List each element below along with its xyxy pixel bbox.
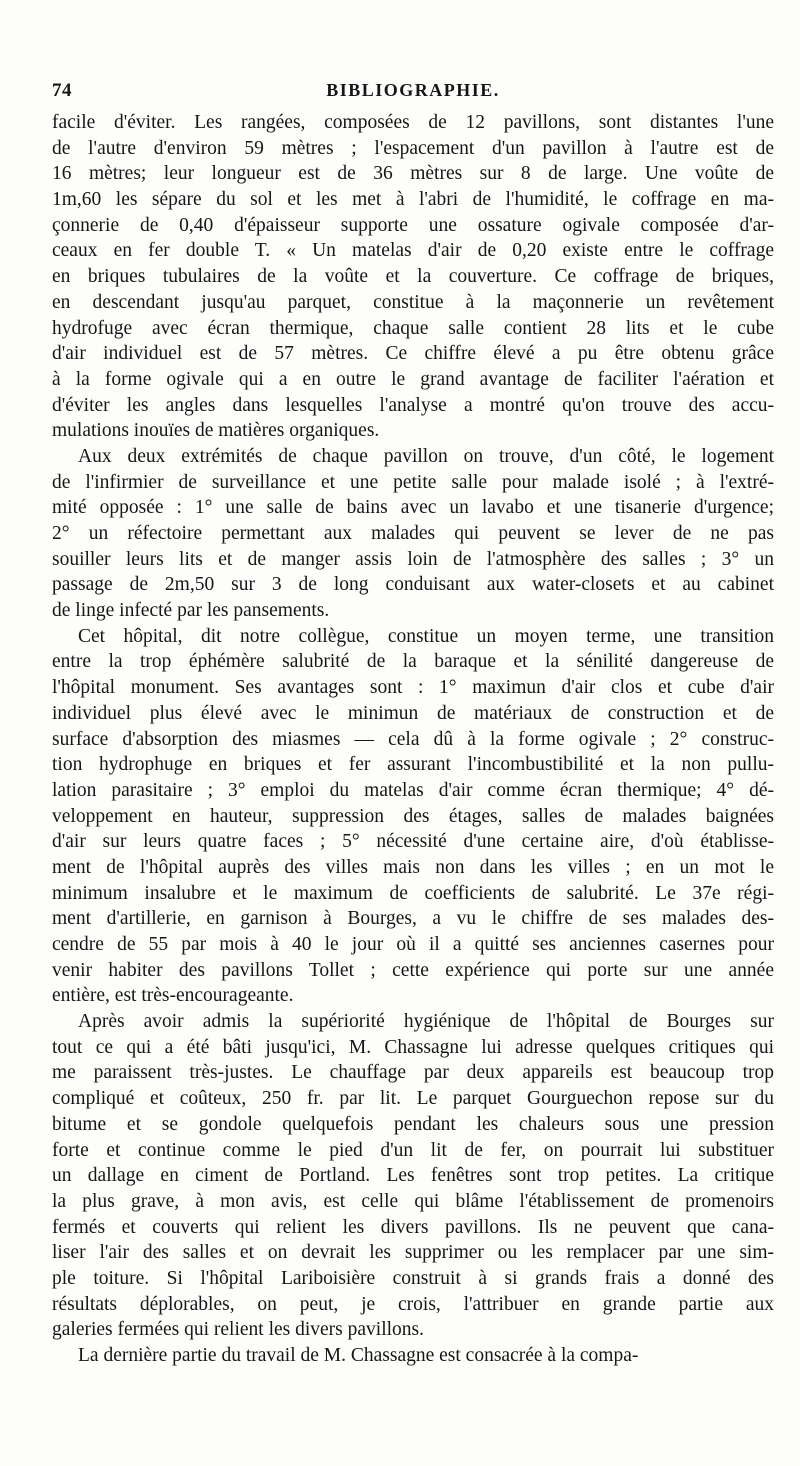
text-line: La dernière partie du travail de M. Chassagne est consacrée à la compa- [78,1345,639,1366]
text-line: Après avoir admis la supériorité hygiénique de l'hôpital de Bourges sur [78,1011,774,1033]
text-line: fermés et couverts qui relient les divers pavillons. Ils ne peuvent que cana- [52,1216,774,1238]
text-line: mité opposée : 1° une salle de bains avec un lavabo et une tisanerie d'urgence; [52,497,774,519]
text-line: cendre de 55 par mois à 40 le jour où il a quitté ses anciennes casernes pour [52,934,774,955]
text-line: à la forme ogivale qui a en outre le grand avantage de faciliter l'aération et [52,368,774,390]
text-line: passage de 2m,50 sur 3 de long conduisant aux water-closets et au cabinet [52,574,774,596]
text-line: hydrofuge avec écran thermique, chaque salle contient 28 lits et le cube [52,317,774,339]
text-line: minimum insalubre et le maximum de coefficients de salubrité. Le 37e régi- [52,882,774,904]
text-line: ceaux en fer double T. « Un matelas d'air de 0,20 existe entre le coffrage [52,240,774,262]
text-line: souiller leurs lits et de manger assis loin de l'atmosphère des salles ; 3° un [52,548,774,570]
text-line: mulations inouïes de matières organiques. [52,420,380,442]
text-line: 1m,60 les sépare du sol et les met à l'abri de l'humidité, le coffrage en ma- [52,189,774,211]
text-line: Aux deux extrémités de chaque pavillon on trouve, d'un côté, le logement [78,445,774,467]
text-line: de l'autre d'environ 59 mètres ; l'espacement d'un pavillon à l'autre est de [52,137,774,159]
text-line: bitume et se gondole quelquefois pendant les chaleurs sous une pression [52,1113,774,1135]
text-line: d'éviter les angles dans lesquelles l'analyse a montré qu'on trouve des accu- [52,394,774,416]
text-line: me paraissent très-justes. Le chauffage par deux appareils est beaucoup trop [52,1062,774,1084]
text-line: Cet hôpital, dit notre collègue, constitue un moyen terme, une transition [78,625,774,647]
text-line: tout ce qui a été bâti jusqu'ici, M. Chassagne lui adresse quelques critiques qui [52,1036,774,1058]
body-text [52,110,774,1369]
text-line: de linge infecté par les pansements. [52,600,330,622]
text-line: galeries fermées qui relient les divers pavillons. [52,1319,425,1341]
text-line: çonnerie de 0,40 d'épaisseur supporte une ossature ogivale composée d'ar- [52,214,774,236]
paragraph [52,1009,774,1343]
text-line: veloppement en hauteur, suppression des étages, salles de malades baignées [52,805,774,827]
running-head [52,80,774,106]
text-line: entière, est très-encourageante. [52,985,294,1007]
text-line: ment de l'hôpital auprès des villes mais non dans les villes ; en un mot le [52,856,774,878]
text-line: résultats déplorables, on peut, je crois, l'attribuer en grande partie aux [52,1293,774,1315]
text-line: ment d'artillerie, en garnison à Bourges, a vu le chiffre de ses malades des- [52,908,774,930]
text-line: l'hôpital monument. Ses avantages sont : 1° maximun d'air clos et cube d'air [52,677,774,699]
text-line: la plus grave, à mon avis, est celle qui blâme l'établissement de promenoirs [52,1190,774,1212]
page-number: 74 [52,80,72,101]
running-title: BIBLIOGRAPHIE. [326,80,500,100]
text-line: compliqué et coûteux, 250 fr. par lit. Le parquet Gourguechon repose sur du [52,1088,774,1110]
text-line: de l'infirmier de surveillance et une petite salle pour malade isolé ; à l'extré- [52,471,774,493]
text-line: facile d'éviter. Les rangées, composées de 12 pavillons, sont distantes l'une [52,112,774,133]
text-line: 2° un réfectoire permettant aux malades qui peuvent se lever de ne pas [52,523,774,544]
text-line: en briques tubulaires de la voûte et la couverture. Ce coffrage de briques, [52,266,774,288]
text-line: un dallage en ciment de Portland. Les fenêtres sont trop petites. La critique [52,1165,774,1187]
text-line: liser l'air des salles et on devrait les supprimer ou les remplacer par une sim- [52,1242,774,1264]
text-line: venir habiter des pavillons Tollet ; cette expérience qui porte sur une année [52,959,774,981]
text-line: entre la trop éphémère salubrité de la baraque et la sénilité dangereuse de [52,651,774,673]
text-line: individuel plus élevé avec le minimun de matériaux de construction et de [52,702,774,724]
text-line: d'air sur leurs quatre faces ; 5° nécessité d'une certaine aire, d'où établisse- [52,831,774,853]
text-line: tion hydrophuge en briques et fer assurant l'incombustibilité et la non pullu- [52,754,774,776]
paragraph [52,1343,774,1369]
text-line: forte et continue comme le pied d'un lit de fer, on pourrait lui substituer [52,1139,774,1161]
text-line: lation parasitaire ; 3° emploi du matelas d'air comme écran thermique; 4° dé- [52,779,774,801]
text-line: ple toiture. Si l'hôpital Lariboisière construit à si grands frais a donné des [52,1267,774,1289]
text-line: d'air individuel est de 57 mètres. Ce chiffre élevé a pu être obtenu grâce [52,343,774,365]
paragraph [52,110,774,444]
text-line: en descendant jusqu'au parquet, constitue à la maçonnerie un revêtement [52,291,774,313]
text-line: 16 mètres; leur longueur est de 36 mètres sur 8 de large. Une voûte de [52,163,774,185]
paragraph [52,624,774,1009]
text-line: surface d'absorption des miasmes — cela dû à la forme ogivale ; 2° construc- [52,728,774,750]
paragraph [52,444,774,624]
